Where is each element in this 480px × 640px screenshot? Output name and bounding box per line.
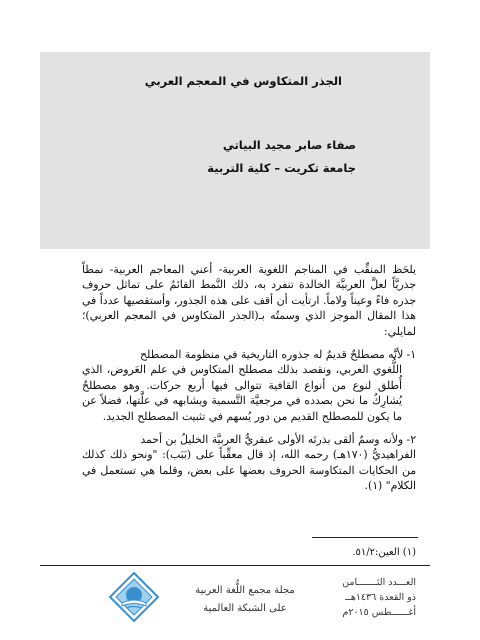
list-item xyxy=(82,432,416,494)
article-title: الجذر المتكاوس في المعجم العربي xyxy=(144,74,342,88)
issue-info xyxy=(320,575,416,620)
footer-divider xyxy=(40,565,430,566)
issue-number: العـــدد الثـــــــامن xyxy=(342,577,416,588)
article-body xyxy=(82,262,416,494)
item1-lead: ١- لأنَّه مصطلحٌ قديمٌ له جذوره التاريخية في منظومة المصطلح xyxy=(140,348,416,362)
list-item xyxy=(82,347,416,424)
issue-hijri-date: ذو القعدة ١٤٣٦هــ xyxy=(345,592,416,603)
academy-logo-icon xyxy=(108,571,160,623)
item2-text: الفراهيديُّ (١٧٠هـ) رحمه الله، إذ قال معقِّباً على (بَبَب): "ونحو ذلك كذلك من الحكايات المتكاوسة الحروف بعضها على بعض، وقلما هي تستعمل في الكلام" (١). xyxy=(82,448,416,493)
journal-name xyxy=(190,582,300,618)
intro-paragraph: يلحَظ المنقِّب في المناجم اللغوية العربية- أعني المعاجم العربية- نمطاً جذريَّاً لعلَّ العربيَّة الخالدة تنفرد به، ذلك النَّمط القائمُ على تماثل حروف جذره فاءً وعيناً ولاماً. ارتأيت أن أقف على هذه الجذور، وأستقصيها عدداً في هذا المقال الموجز الذي وسمتُه بـ(الجذر المتكاوس في المعجم العربي)؛ لمايلي: xyxy=(82,263,416,338)
footnote: (١) العين:٥١/٢. xyxy=(352,547,416,558)
author-block xyxy=(40,134,356,180)
item2-lead: ٢- ولأنه وسمٌ ألقى بذرتَه الأولى عبقريُّ العربيَّة الخليلُ بن أحمد xyxy=(140,433,416,447)
journal-name-line1: مجلة مجمع اللُّغة العربية xyxy=(195,585,295,596)
item1-text: اللُّغوي العربي، ونقصد بذلك مصطلح المتكاوس في علم العَروض، الذي أُطلق لنوع من أنواع القافية تتوالى فيها أربع حركات. وهو مصطلحٌ يُشارِكُ ما نحن بصدده في مرجعيَّة التَّسمية ويشابهه في علَّتها، فضلاً عن ما يكون للمصطلح القديم من دور يُسهم في تثبيت المصطلح الجديد. xyxy=(82,363,402,423)
journal-name-line2: على الشبكة العالمية xyxy=(203,603,287,614)
footnote-divider xyxy=(312,537,418,538)
title-band xyxy=(40,52,430,249)
author-name: صفاء صابر مجيد البياتي xyxy=(222,138,356,152)
issue-gregorian-date: أغــــــطس ٢٠١٥م xyxy=(342,607,416,618)
author-affiliation: جامعة تكريت – كلية التربية xyxy=(207,161,356,175)
